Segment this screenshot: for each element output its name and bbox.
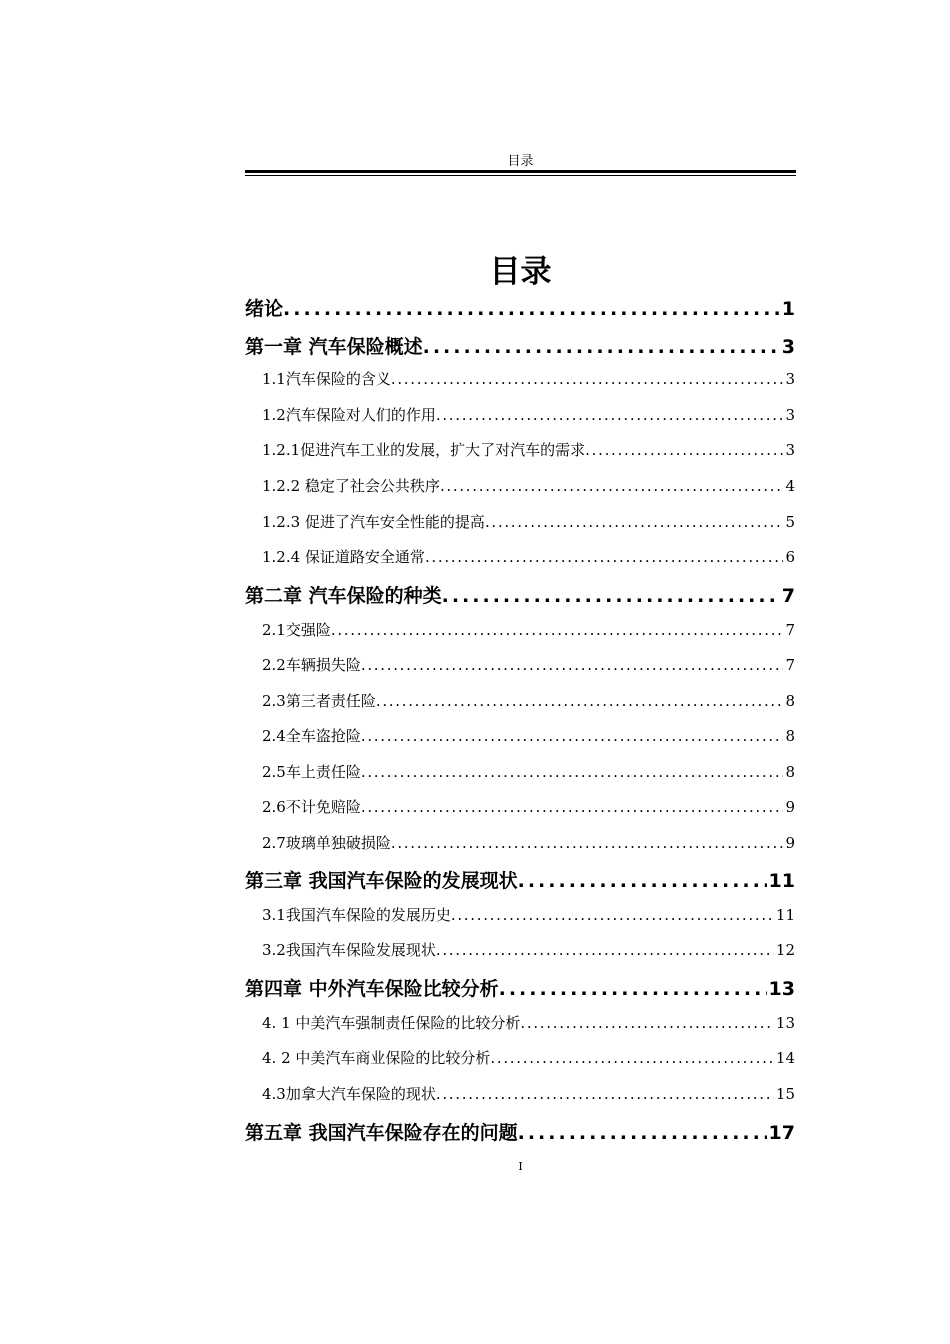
toc-entry-label: 1.2.3 促进了汽车安全性能的提高 bbox=[262, 513, 485, 531]
toc-dot-leader bbox=[436, 406, 784, 424]
header-rule-thick bbox=[245, 170, 796, 173]
toc-section-entry[interactable] bbox=[262, 796, 795, 817]
toc-page-number: 11 bbox=[768, 870, 795, 892]
toc-dot-leader bbox=[361, 656, 784, 674]
toc-section-entry[interactable] bbox=[262, 439, 795, 460]
toc-dot-leader bbox=[361, 798, 784, 816]
toc-entry-label: 1.1汽车保险的含义 bbox=[262, 370, 391, 388]
toc-section-entry[interactable] bbox=[262, 1047, 795, 1068]
toc-dot-leader bbox=[361, 727, 784, 745]
toc-section-entry[interactable] bbox=[262, 546, 795, 567]
toc-section-entry[interactable] bbox=[262, 619, 795, 640]
toc-page-number: 4 bbox=[785, 477, 795, 495]
toc-chapter-entry[interactable] bbox=[245, 1118, 795, 1145]
toc-entry-label: 2.6不计免赔险 bbox=[262, 798, 361, 816]
toc-chapter-entry[interactable] bbox=[245, 866, 795, 893]
toc-section-entry[interactable] bbox=[262, 904, 795, 925]
toc-dot-leader bbox=[391, 370, 784, 388]
toc-entry-label: 2.7玻璃单独破损险 bbox=[262, 834, 391, 852]
toc-page-number: 8 bbox=[785, 727, 795, 745]
toc-entry-label: 1.2.1促进汽车工业的发展，扩大了对汽车的需求 bbox=[262, 441, 586, 459]
toc-page-number: 17 bbox=[768, 1122, 795, 1144]
toc-entry-label: 第五章 我国汽车保险存在的问题 bbox=[245, 1122, 518, 1144]
toc-entry-label: 2.3第三者责任险 bbox=[262, 692, 376, 710]
toc-page-number: 11 bbox=[775, 906, 795, 924]
toc-page-number: 12 bbox=[775, 941, 795, 959]
toc-entry-label: 4.3加拿大汽车保险的现状 bbox=[262, 1085, 436, 1103]
toc-dot-leader bbox=[485, 513, 784, 531]
toc-section-entry[interactable] bbox=[262, 654, 795, 675]
toc-chapter-entry[interactable] bbox=[245, 974, 795, 1001]
toc-chapter-entry[interactable] bbox=[245, 581, 795, 608]
toc-page-number: 14 bbox=[775, 1049, 795, 1067]
toc-dot-leader bbox=[361, 763, 784, 781]
toc-entry-label: 4. 1 中美汽车强制责任保险的比较分析 bbox=[262, 1014, 521, 1032]
toc-section-entry[interactable] bbox=[262, 1083, 795, 1104]
toc-page-number: 9 bbox=[785, 834, 795, 852]
toc-page-number: 8 bbox=[785, 692, 795, 710]
toc-entry-label: 3.1我国汽车保险的发展历史 bbox=[262, 906, 451, 924]
toc-section-entry[interactable] bbox=[262, 832, 795, 853]
toc-dot-leader bbox=[425, 548, 784, 566]
toc-entry-label: 第三章 我国汽车保险的发展现状 bbox=[245, 870, 518, 892]
toc-entry-label: 2.4全车盗抢险 bbox=[262, 727, 361, 745]
toc-dot-leader bbox=[440, 477, 784, 495]
toc-dot-leader bbox=[442, 585, 780, 607]
toc-section-entry[interactable] bbox=[262, 1012, 795, 1033]
toc-page-number: 9 bbox=[785, 798, 795, 816]
toc-dot-leader bbox=[391, 834, 784, 852]
toc-entry-label: 2.2车辆损失险 bbox=[262, 656, 361, 674]
toc-dot-leader bbox=[331, 621, 784, 639]
toc-dot-leader bbox=[283, 298, 780, 320]
toc-section-entry[interactable] bbox=[262, 475, 795, 496]
toc-entry-label: 第一章 汽车保险概述 bbox=[245, 336, 423, 358]
toc-entry-label: 2.5车上责任险 bbox=[262, 763, 361, 781]
toc-page-number: 7 bbox=[781, 585, 795, 607]
toc-dot-leader bbox=[436, 1085, 774, 1103]
toc-chapter-entry[interactable] bbox=[245, 294, 795, 321]
toc-entry-label: 4. 2 中美汽车商业保险的比较分析 bbox=[262, 1049, 491, 1067]
toc-section-entry[interactable] bbox=[262, 725, 795, 746]
toc-page-number: 15 bbox=[775, 1085, 795, 1103]
toc-entry-label: 1.2.4 保证道路安全通常 bbox=[262, 548, 425, 566]
toc-page-number: 1 bbox=[781, 298, 795, 320]
toc-entry-label: 第二章 汽车保险的种类 bbox=[245, 585, 442, 607]
toc-dot-leader bbox=[585, 441, 783, 459]
toc-dot-leader bbox=[518, 1122, 767, 1144]
toc-section-entry[interactable] bbox=[262, 511, 795, 532]
toc-dot-leader bbox=[520, 1014, 774, 1032]
toc-dot-leader bbox=[376, 692, 784, 710]
toc-page-number: 8 bbox=[785, 763, 795, 781]
footer-page-number: I bbox=[518, 1160, 523, 1173]
toc-dot-leader bbox=[451, 906, 774, 924]
toc-chapter-entry[interactable] bbox=[245, 332, 795, 359]
toc-entry-label: 1.2.2 稳定了社会公共秩序 bbox=[262, 477, 440, 495]
toc-page-number: 3 bbox=[781, 336, 795, 358]
toc-section-entry[interactable] bbox=[262, 761, 795, 782]
header-rule-thin bbox=[245, 175, 796, 176]
toc-page-number: 3 bbox=[785, 441, 795, 459]
toc-section-entry[interactable] bbox=[262, 404, 795, 425]
running-header: 目录 bbox=[507, 154, 534, 169]
toc-dot-leader bbox=[490, 1049, 774, 1067]
toc-section-entry[interactable] bbox=[262, 368, 795, 389]
toc-page-number: 3 bbox=[785, 406, 795, 424]
toc-page-number: 13 bbox=[768, 978, 795, 1000]
toc-dot-leader bbox=[499, 978, 767, 1000]
toc-entry-label: 第四章 中外汽车保险比较分析 bbox=[245, 978, 499, 1000]
toc-page-number: 7 bbox=[785, 621, 795, 639]
toc-dot-leader bbox=[423, 336, 780, 358]
toc-entry-label: 3.2我国汽车保险发展现状 bbox=[262, 941, 436, 959]
toc-page-number: 13 bbox=[775, 1014, 795, 1032]
toc-page-number: 3 bbox=[785, 370, 795, 388]
toc-title: 目录 bbox=[489, 254, 552, 290]
toc-section-entry[interactable] bbox=[262, 939, 795, 960]
toc-dot-leader bbox=[518, 870, 767, 892]
toc-page-number: 6 bbox=[785, 548, 795, 566]
toc-dot-leader bbox=[436, 941, 774, 959]
toc-entry-label: 2.1交强险 bbox=[262, 621, 331, 639]
toc-entry-label: 1.2汽车保险对人们的作用 bbox=[262, 406, 436, 424]
toc-page-number: 5 bbox=[785, 513, 795, 531]
toc-entry-label: 绪论 bbox=[245, 298, 284, 320]
toc-page-number: 7 bbox=[785, 656, 795, 674]
toc-section-entry[interactable] bbox=[262, 690, 795, 711]
